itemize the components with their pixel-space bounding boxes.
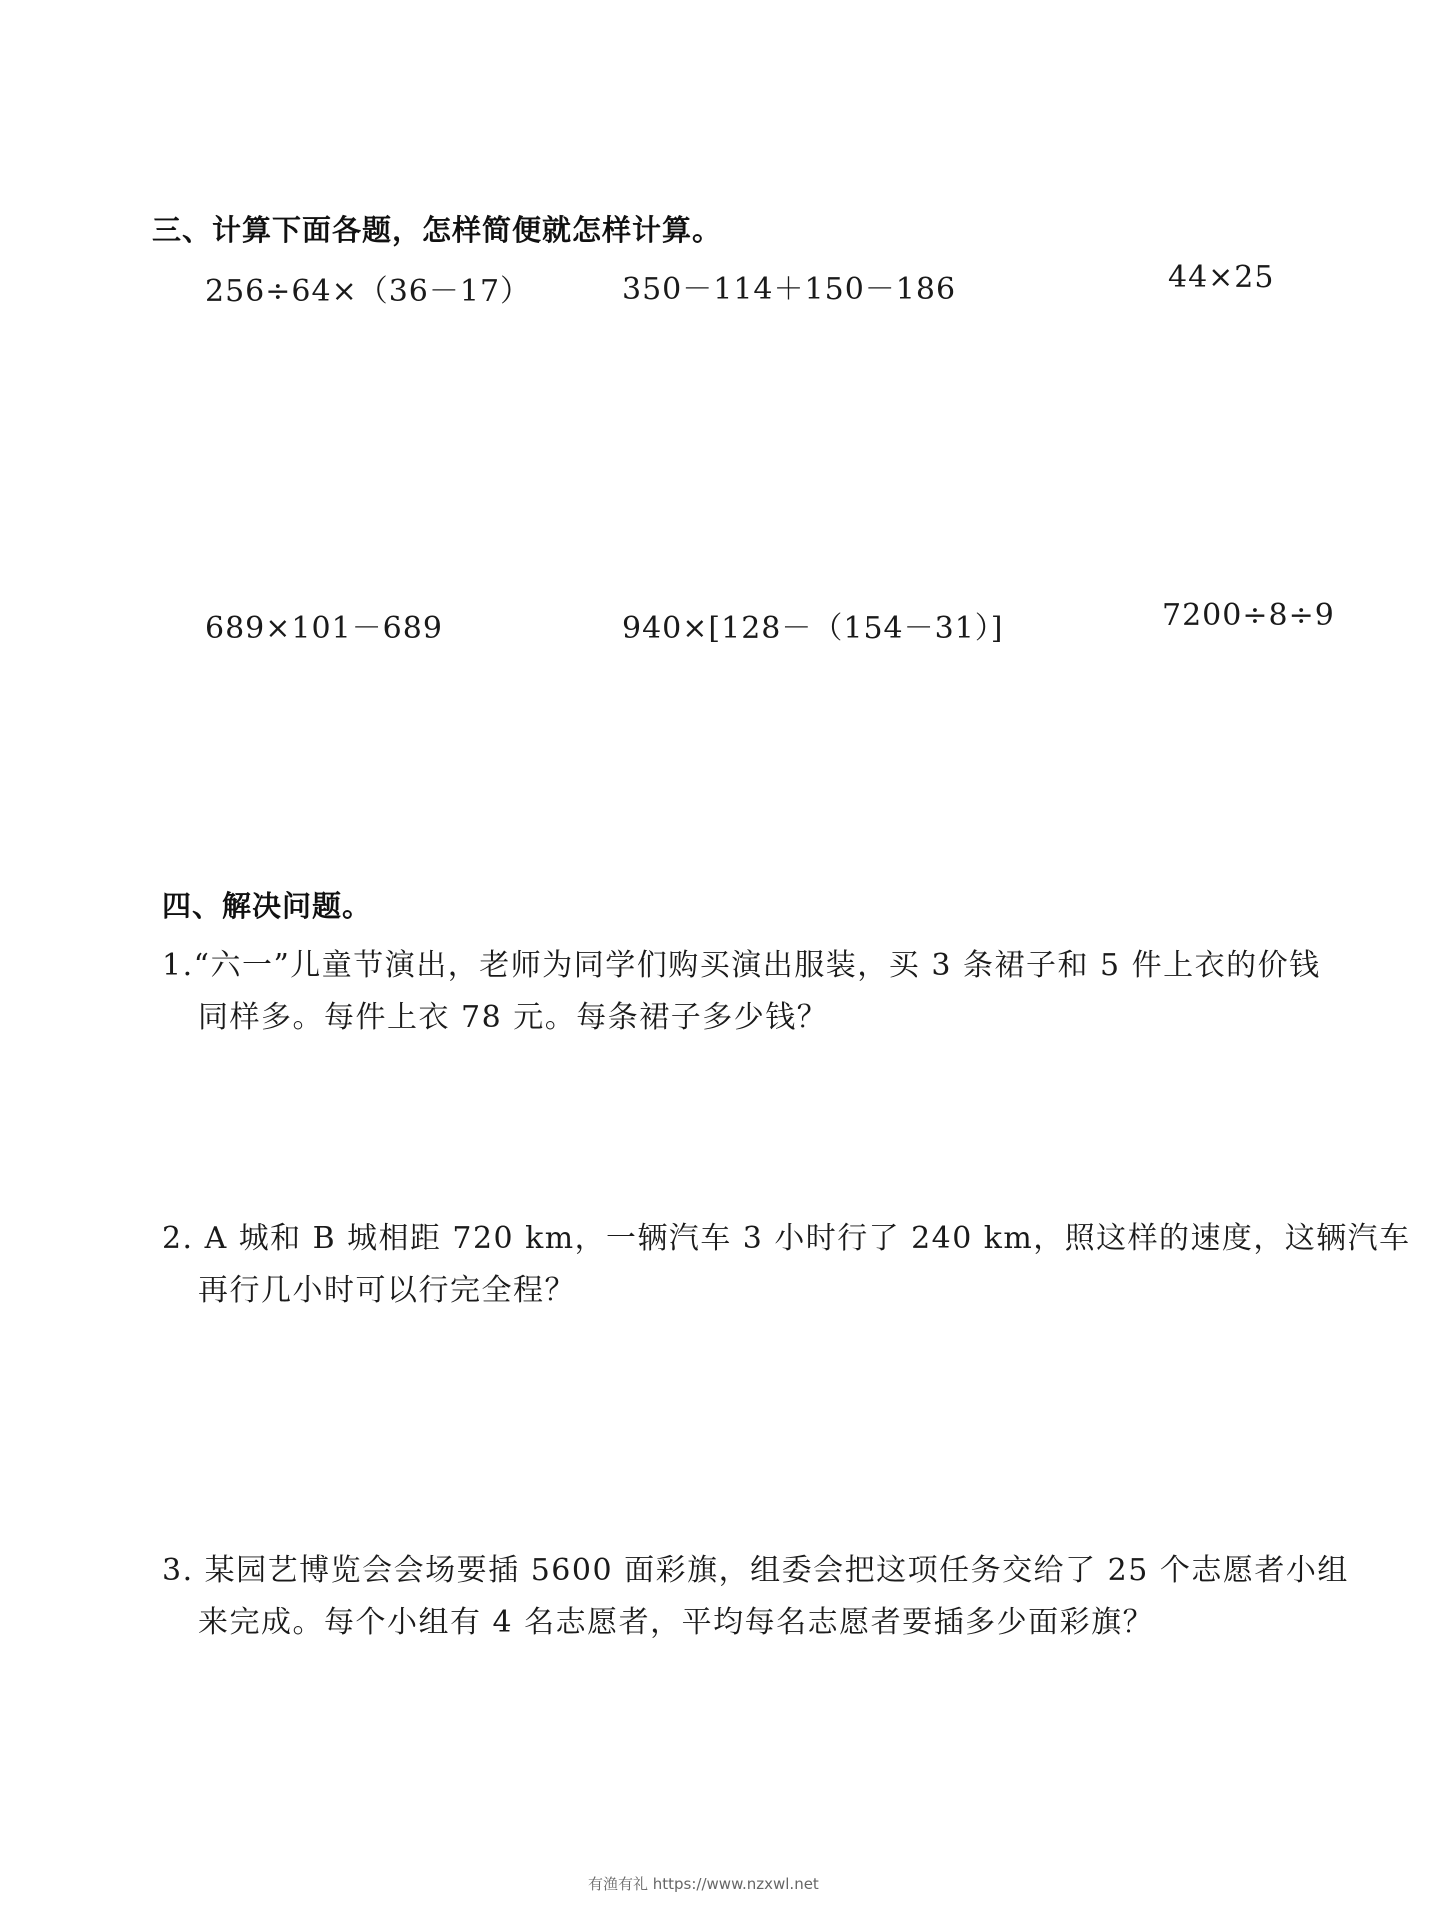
expression-3: 44×25 bbox=[1168, 260, 1275, 295]
expression-1: 256÷64×（36－17） bbox=[205, 274, 532, 309]
problem-1-line-2: 同样多。每件上衣 78 元。每条裙子多少钱？ bbox=[198, 1000, 829, 1035]
expression-6: 7200÷8÷9 bbox=[1162, 598, 1335, 633]
problem-2-line-1: 2. A 城和 B 城相距 720 km，一辆汽车 3 小时行了 240 km，照这样的速度，这辆汽车 bbox=[162, 1221, 1411, 1256]
section-4-heading: 四、解决问题。 bbox=[162, 889, 373, 923]
problem-1-line-1: 1.“六一”儿童节演出，老师为同学们购买演出服装，买 3 条裙子和 5 件上衣的价钱 bbox=[162, 948, 1321, 983]
problem-2-line-2: 再行几小时可以行完全程？ bbox=[198, 1273, 576, 1308]
problem-3-line-2: 来完成。每个小组有 4 名志愿者，平均每名志愿者要插多少面彩旗？ bbox=[198, 1605, 1155, 1640]
footer-watermark: 有渔有礼 https://www.nzxwl.net bbox=[588, 1875, 819, 1893]
expression-5: 940×[128－（154－31）] bbox=[622, 611, 1004, 646]
section-3-heading: 三、计算下面各题，怎样简便就怎样计算。 bbox=[152, 213, 723, 247]
problem-3-line-1: 3. 某园艺博览会会场要插 5600 面彩旗，组委会把这项任务交给了 25 个志愿者小组 bbox=[162, 1553, 1349, 1588]
expression-4: 689×101－689 bbox=[205, 611, 443, 646]
expression-2: 350－114＋150－186 bbox=[622, 272, 957, 307]
